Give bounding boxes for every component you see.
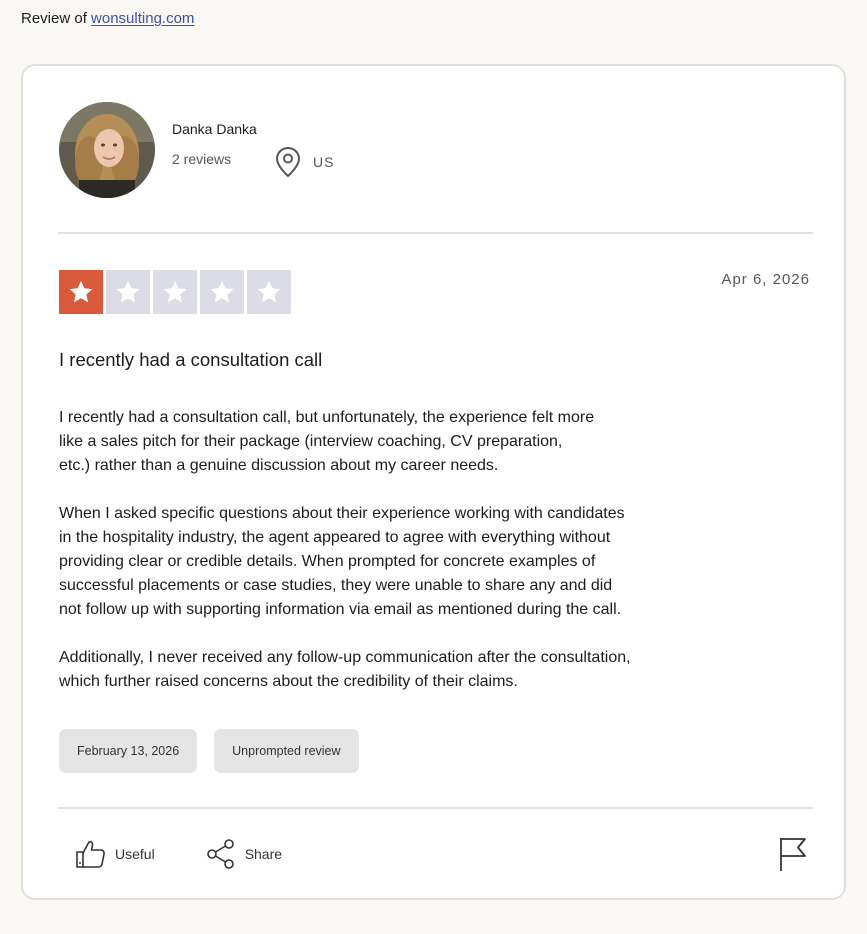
location-text: US: [313, 154, 335, 170]
footer-divider: [58, 807, 813, 809]
review-paragraph: Additionally, I never received any follow-up communication after the consultation, which further raised concerns about the credibility of their claims.: [59, 649, 631, 690]
star-icon: [208, 278, 236, 306]
star-2: [106, 270, 150, 314]
review-tags: [59, 729, 359, 773]
report-button[interactable]: [778, 836, 808, 877]
map-pin-icon: [275, 146, 301, 178]
review-paragraph: I recently had a consultation call, but unfortunately, the experience felt more like a sales pitch for their package (interview coaching, CV preparation, etc.) rather than a genuine discussion about my career needs.: [59, 409, 595, 474]
star-4: [200, 270, 244, 314]
review-title: I recently had a consultation call: [59, 349, 323, 370]
star-rating: [59, 270, 291, 314]
flag-icon: [778, 836, 808, 872]
unprompted-review-tag[interactable]: Unprompted review: [214, 729, 358, 773]
star-icon: [255, 278, 283, 306]
review-date: Apr 6, 2026: [721, 271, 810, 288]
star-icon: [114, 278, 142, 306]
review-of-header: [21, 10, 194, 27]
reviewer-location: [275, 146, 334, 178]
reviewer-name[interactable]: Danka Danka: [172, 121, 257, 137]
review-paragraph: When I asked specific questions about their experience working with candidates in the hospitality industry, the agent appeared to agree with everything without providing clear or credible details. When prompted for concrete examples of successful placements or case studies, they were unable to share any and did not follow up with supporting information via email as mentioned during the call.: [59, 505, 625, 618]
share-label: Share: [244, 846, 283, 862]
star-icon: [161, 278, 189, 306]
header-divider: [58, 232, 813, 234]
share-button[interactable]: [205, 838, 282, 870]
review-actions: [75, 838, 282, 870]
star-3: [153, 270, 197, 314]
review-count: 2 reviews: [172, 151, 232, 167]
review-body: [59, 406, 739, 718]
experience-date-tag: February 13, 2026: [59, 729, 197, 773]
star-icon: [67, 278, 95, 306]
avatar-image: [59, 102, 155, 198]
useful-label: Useful: [115, 846, 155, 862]
thumbs-up-icon: [75, 839, 107, 869]
company-link[interactable]: wonsulting.com: [91, 10, 195, 27]
useful-button[interactable]: [75, 839, 155, 869]
review-of-label: Review of: [21, 10, 87, 27]
star-1: [59, 270, 103, 314]
avatar[interactable]: [59, 102, 155, 198]
review-card: [21, 64, 846, 900]
share-icon: [205, 838, 237, 870]
star-5: [247, 270, 291, 314]
